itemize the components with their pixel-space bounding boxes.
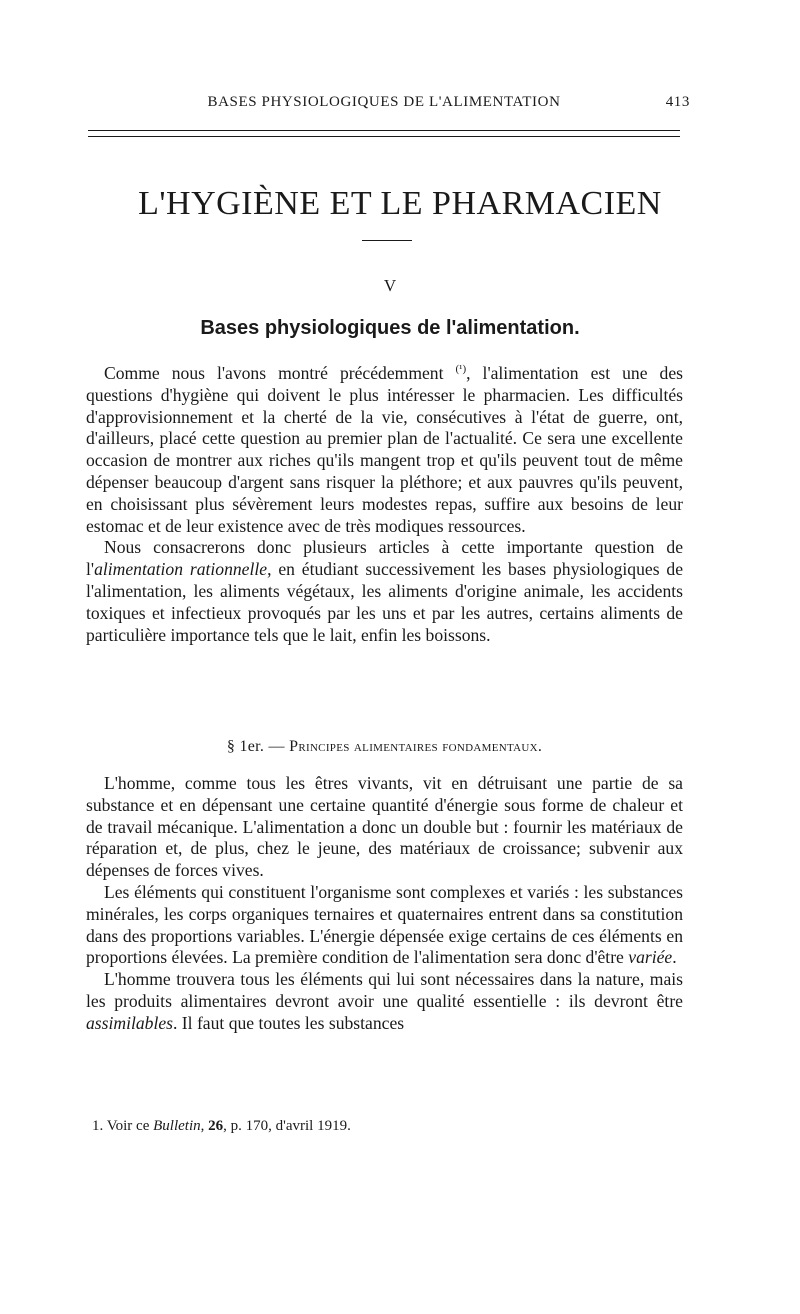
article-title: L'HYGIÈNE ET LE PHARMACIEN [138, 185, 662, 222]
section-title: Bases physiologiques de l'alimentation. [200, 317, 580, 339]
paragraph-5: L'homme trouvera tous les éléments qui lui sont nécessaires dans la nature, mais les produits alimentaires devront avoir une qualité essentielle : ils devront être assimilables. Il faut que toutes les substances [86, 969, 683, 1033]
emphasis-alimentation-rationnelle: alimentation rationnelle [94, 559, 268, 580]
paragraph-heading-number: § 1er. [226, 738, 265, 755]
footnote: 1. Voir ce Bulletin, 26, p. 170, d'avril 1919. [92, 1118, 351, 1134]
paragraph-3: L'homme, comme tous les êtres vivants, vit en détruisant une partie de sa substance et en dépensant une certaine quantité d'énergie sous forme de chaleur et de travail mécanique. L'alimentation a donc un double but : fournir les matériaux de réparation et, de plus, chez le jeune, des matériaux de croissance; subvenir aux dépenses de forces vives. [86, 773, 683, 881]
header-rule-bottom [88, 136, 680, 137]
intro-text [86, 363, 683, 646]
emphasis-variee: variée [628, 947, 673, 968]
paragraph-4: Les éléments qui constituent l'organisme sont complexes et variés : les substances minérales, les corps organiques ternaires et quaternaires entrent dans sa constitution dans des proportions variables. L'énergie dépensée exige certains de ces éléments en proportions élevées. La première condition de l'alimentation sera donc d'être variée. [86, 881, 683, 968]
title-separator [362, 240, 412, 241]
paragraph-2: Nous consacrerons donc plusieurs articles à cette importante question de l'alimentation rationnelle, en étudiant successivement les bases physiologiques de l'alimentation, les aliments végétaux, les aliments d'origine animale, les accidents toxiques et infectieux provoqués par les uns et par les autres, certains aliments de particulière importance tels que le lait, enfin les boissons. [86, 537, 684, 645]
footnote-number: 1. [92, 1118, 104, 1134]
main-text [86, 773, 683, 1035]
page-number: 413 [665, 94, 690, 110]
running-title: BASES PHYSIOLOGIQUES DE L'ALIMENTATION [207, 94, 561, 110]
footnote-journal: Bulletin [153, 1118, 201, 1134]
emphasis-assimilables: assimilables [86, 1012, 173, 1033]
paragraph-heading-title: Principes alimentaires fondamentaux. [289, 738, 543, 755]
footnote-reference[interactable]: (¹) [455, 363, 467, 375]
paragraph-heading: § 1er. — Principes alimentaires fondamentaux. [226, 738, 543, 755]
running-head [88, 94, 690, 114]
footnote-volume: 26 [208, 1118, 224, 1134]
section-numeral: V [383, 276, 397, 295]
header-rule-top [88, 130, 680, 131]
paragraph-1: Comme nous l'avons montré précédemment $^{(^1)}$, l'alimentation est une des questions d'hygiène qui doivent le plus intéresser le pharmacien. Les difficultés d'approvisionnement et la cherté de la vie, consécutives à l'état de guerre, ont, d'ailleurs, placé cette question au premier plan de l'actualité. Ce sera une excellente occasion de montrer aux riches qu'ils mangent trop et qu'ils peuvent tout de même dépenser beaucoup d'argent sans risquer la pléthore; et aux pauvres qu'ils peuvent, en choisissant plus sévèrement leurs modestes repas, suffire aux besoins de leur estomac et de leur existence avec de très modiques ressources. [86, 363, 683, 536]
